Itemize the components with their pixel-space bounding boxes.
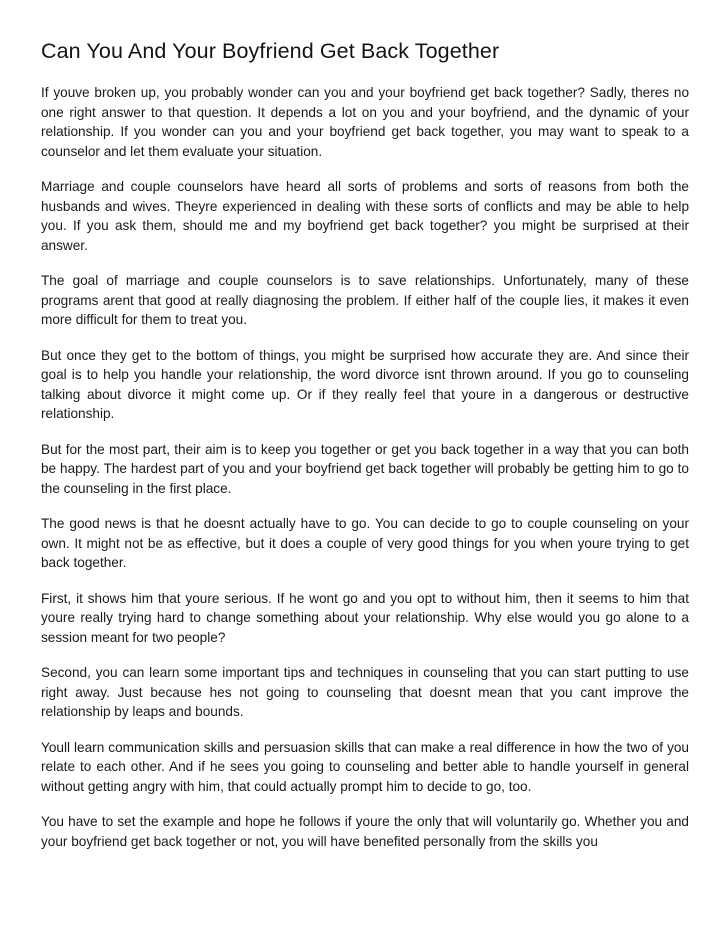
paragraph: Marriage and couple counselors have heard all sorts of problems and sorts of reasons from both the husbands and wives. Theyre experienced in dealing with these sorts of conflicts and may be able to help you. If you ask them, should me and my boyfriend get back together? you might be surprised at their answer. xyxy=(41,179,689,253)
paragraph: If youve broken up, you probably wonder can you and your boyfriend get back together? Sadly, theres no one right answer to that question. It depends a lot on you and your boyfriend, and the dynamic of your relationship. If you wonder can you and your boyfriend get back together, you may want to speak to a counselor and let them evaluate your situation. xyxy=(41,85,689,159)
document-title: Can You And Your Boyfriend Get Back Together xyxy=(41,39,500,63)
paragraph: Youll learn communication skills and persuasion skills that can make a real difference in how the two of you relate to each other. And if he sees you going to counseling and better able to handle yourself in general without getting angry with him, that could actually prompt him to decide to go, too. xyxy=(41,739,689,794)
document-page xyxy=(41,38,689,851)
paragraph: First, it shows him that youre serious. If he wont go and you opt to without him, then it seems to him that youre really trying hard to change something about your relationship. Why else would you go alone to a session meant for two people? xyxy=(41,590,689,645)
paragraph: Second, you can learn some important tips and techniques in counseling that you can start putting to use right away. Just because hes not going to counseling that doesnt mean that you cant improve the relationship by leaps and bounds. xyxy=(41,665,689,719)
paragraph: The goal of marriage and couple counselors is to save relationships. Unfortunately, many of these programs arent that good at really diagnosing the problem. If either half of the couple lies, it makes it even more difficult for them to treat you. xyxy=(41,273,689,327)
paragraph: But once they get to the bottom of things, you might be surprised how accurate they are. And since their goal is to help you handle your relationship, the word divorce isnt thrown around. If you go to counseling talking about divorce it might come up. Or if they really feel that youre in a dangerous or destructive relationship. xyxy=(41,347,689,421)
paragraph: The good news is that he doesnt actually have to go. You can decide to go to couple counseling on your own. It might not be as effective, but it does a couple of very good things for you when youre trying to get back together. xyxy=(41,516,689,570)
paragraph: You have to set the example and hope he follows if youre the only that will voluntarily go. Whether you and your boyfriend get back together or not, you will have benefited personally from the skills you xyxy=(41,814,689,849)
paragraph: But for the most part, their aim is to keep you together or get you back together in a way that you can both be happy. The hardest part of you and your boyfriend get back together will probably be getting him to go to the counseling in the first place. xyxy=(41,441,689,496)
